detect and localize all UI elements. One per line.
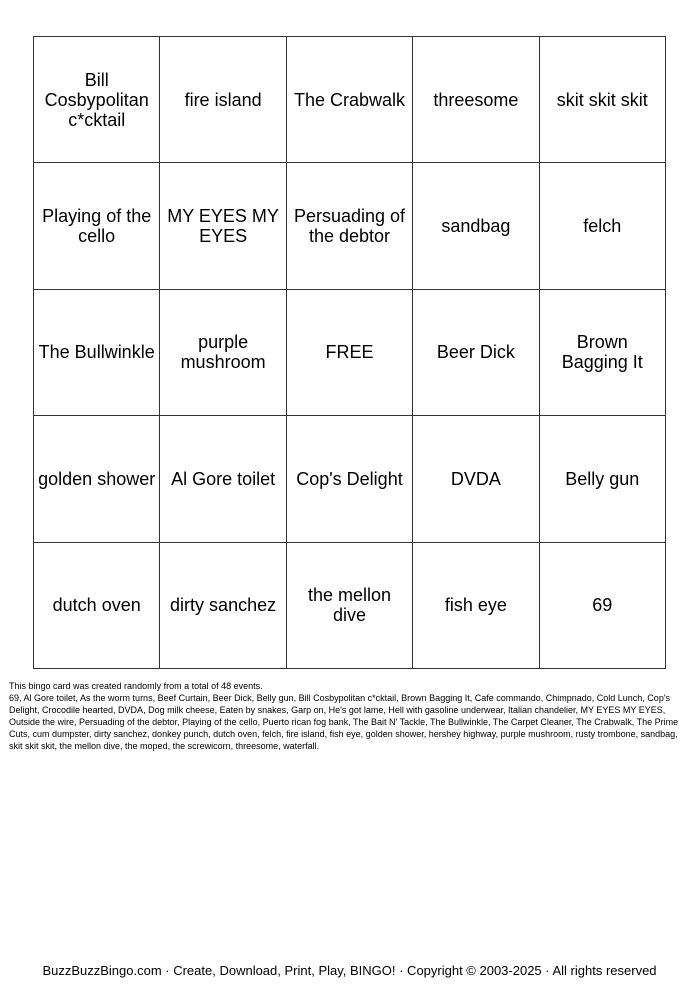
card-summary-text: This bingo card was created randomly from a total of 48 events.	[9, 681, 263, 691]
bingo-cell: dirty sanchez	[160, 542, 286, 668]
bingo-cell: The Bullwinkle	[34, 289, 160, 415]
bingo-row	[34, 289, 666, 415]
bingo-cell: Belly gun	[539, 416, 665, 542]
bingo-cell: fire island	[160, 37, 286, 163]
card-info	[9, 680, 685, 752]
bingo-cell: fish eye	[413, 542, 539, 668]
bingo-row	[34, 163, 666, 289]
bingo-row	[34, 542, 666, 668]
event-list-text: 69, Al Gore toilet, As the worm turns, Beef Curtain, Beer Dick, Belly gun, Bill Cosbypolitan c*cktail, Brown Bagging It, Cafe commando, Chimpnado, Cold Lunch, Cop's Delight, Crocodile hearted, DVDA, Dog milk cheese, Eaten by snakes, Garp on, He's got lame, Hell with gasoline underwear, Italian chandelier, MY EYES MY EYES, Outside the wire, Persuading of the debtor, Playing of the cello, Puerto rican fog bank, The Bait N' Tackle, The Bullwinkle, The Carpet Cleaner, The Crabwalk, The Prime Cuts, cum dumpster, dirty sanchez, donkey punch, dutch oven, felch, fire island, fish eye, golden shower, hershey highway, purple mushroom, rusty trombone, sandbag, skit skit skit, the mellon dive, the moped, the screwicorn, threesome, waterfall.	[9, 693, 679, 751]
free-space-cell: FREE	[286, 289, 412, 415]
bingo-cell: Bill Cosbypolitan c*cktail	[34, 37, 160, 163]
bingo-cell: 69	[539, 542, 665, 668]
bingo-cell: The Crabwalk	[286, 37, 412, 163]
bingo-cell: the mellon dive	[286, 542, 412, 668]
bingo-cell: threesome	[413, 37, 539, 163]
bingo-cell: Playing of the cello	[34, 163, 160, 289]
bingo-cell: DVDA	[413, 416, 539, 542]
page-footer	[0, 963, 699, 979]
bingo-cell: Brown Bagging It	[539, 289, 665, 415]
bingo-cell: MY EYES MY EYES	[160, 163, 286, 289]
bingo-cell: purple mushroom	[160, 289, 286, 415]
bingo-cell: sandbag	[413, 163, 539, 289]
bingo-cell: Beer Dick	[413, 289, 539, 415]
bingo-cell: Al Gore toilet	[160, 416, 286, 542]
bingo-cell: felch	[539, 163, 665, 289]
footer-text: BuzzBuzzBingo.com · Create, Download, Print, Play, BINGO! · Copyright © 2003-2025 · All rights reserved	[42, 963, 657, 978]
bingo-card-grid	[33, 36, 666, 669]
bingo-cell: skit skit skit	[539, 37, 665, 163]
bingo-cell: Persuading of the debtor	[286, 163, 412, 289]
bingo-row	[34, 37, 666, 163]
bingo-cell: golden shower	[34, 416, 160, 542]
bingo-row	[34, 416, 666, 542]
bingo-cell: dutch oven	[34, 542, 160, 668]
bingo-cell: Cop's Delight	[286, 416, 412, 542]
